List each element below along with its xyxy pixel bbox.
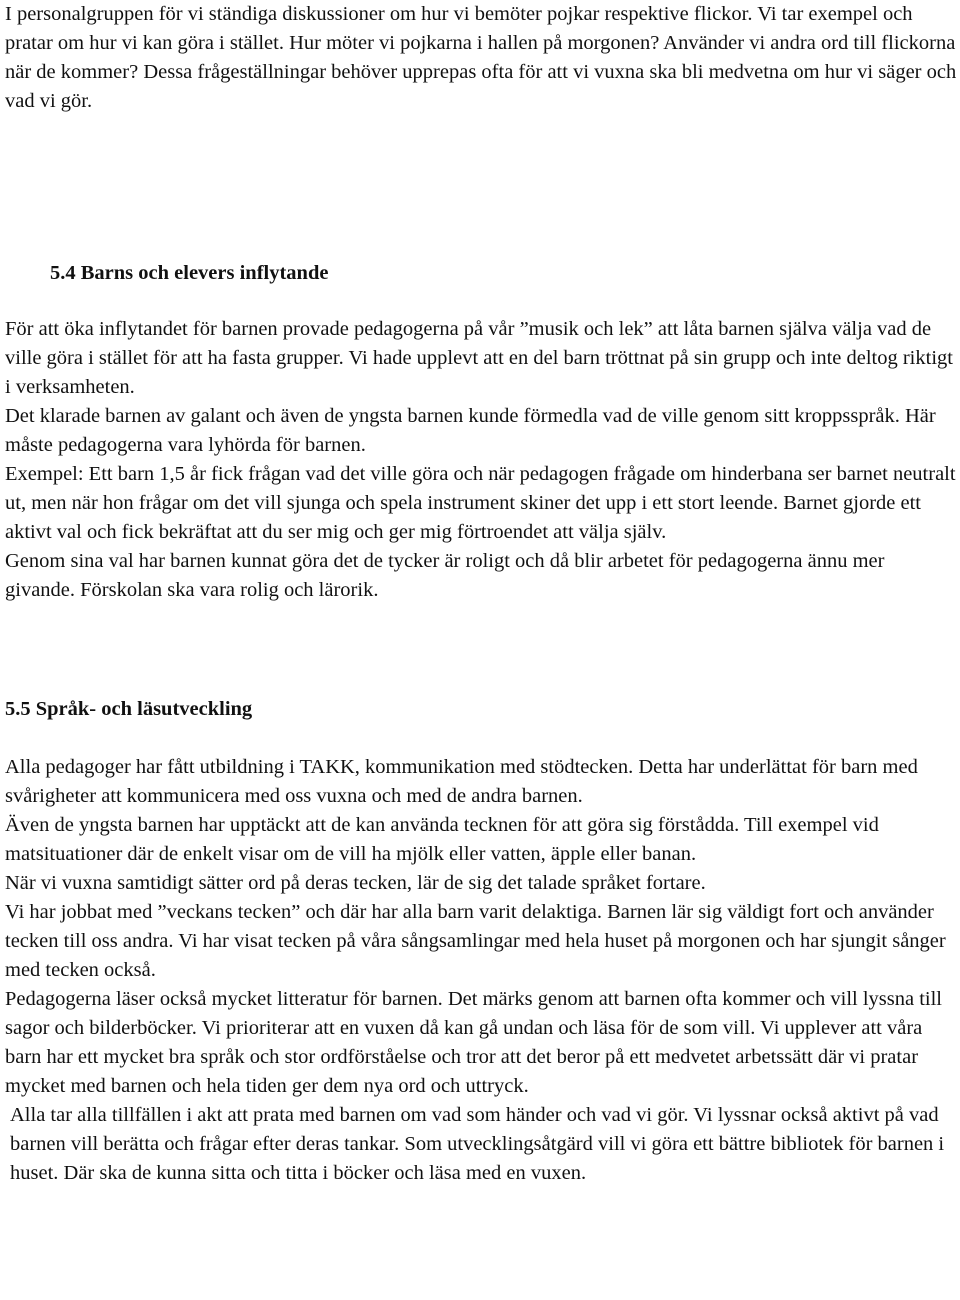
intro-paragraph: I personalgruppen för vi ständiga diskussioner om hur vi bemöter pojkar respektive flickor. Vi tar exempel och pratar om hur vi kan göra i stället. Hur möter vi pojkarna i hallen på morgonen? Använder vi andra ord till flickorna när de kommer? Dessa frågeställningar behöver upprepas ofta för att vi vuxna ska bli medvetna om hur vi säger och vad vi gör. <box>5 3 957 112</box>
paragraph: Pedagogerna läser också mycket litteratur för barnen. Det märks genom att barnen ofta kommer och vill lyssna till sagor och bilderböcker. Vi prioriterar att en vuxen då kan gå undan och läsa för de som vill. Vi upplever att våra barn har ett mycket bra språk och stor ordförståelse och tror att det beror på ett medvetet arbetssätt där vi pratar mycket med barnen och hela tiden ger dem nya ord och uttryck. <box>5 988 943 1097</box>
section-heading-5-5: 5.5 Språk- och läsutveckling <box>5 698 253 720</box>
paragraph: Det klarade barnen av galant och även de yngsta barnen kunde förmedla vad de ville genom sitt kroppsspråk. Här måste pedagogerna vara lyhörda för barnen. <box>5 405 936 456</box>
paragraph: För att öka inflytandet för barnen provade pedagogerna på vår ”musik och lek” att låta barnen själva välja vad de ville göra i stället för att ha fasta grupper. Vi hade upplevt att en del barn tröttnat på sin grupp och inte deltog riktigt i verksamheten. <box>5 318 953 398</box>
paragraph: Alla tar alla tillfällen i akt att prata med barnen om vad som händer och vad vi gör. Vi lyssnar också aktivt på vad barnen vill berätta och frågar efter deras tankar. Som utvecklingsåtgärd vill vi göra ett bättre bibliotek för barnen i huset. Där ska de kunna sitta och titta i böcker och läsa med en vuxen. <box>10 1104 945 1184</box>
paragraph: Alla pedagoger har fått utbildning i TAKK, kommunikation med stödtecken. Detta har underlättat för barn med svårigheter att kommunicera med oss vuxna och med de andra barnen. <box>5 756 918 807</box>
paragraph: Exempel: Ett barn 1,5 år fick frågan vad det ville göra och när pedagogen frågade om hinderbana ser barnet neutralt ut, men när hon frågar om det vill sjunga och spela instrument skiner det upp i ett stort leende. Barnet gjorde ett aktivt val och fick bekräftat att du ser mig och ger mig förtroendet att välja själv. <box>5 463 956 543</box>
section-5-5-body <box>5 753 957 1188</box>
paragraph: Vi har jobbat med ”veckans tecken” och där har alla barn varit delaktiga. Barnen lär sig väldigt fort och använder tecken till oss andra. Vi har visat tecken på våra sångsamlingar med hela huset på morgonen och har sjungit sånger med tecken också. <box>5 901 946 981</box>
paragraph: Genom sina val har barnen kunnat göra det de tycker är roligt och då blir arbetet för pedagogerna ännu mer givande. Förskolan ska vara rolig och lärorik. <box>5 550 885 601</box>
paragraph: Även de yngsta barnen har upptäckt att de kan använda tecknen för att göra sig förstådda. Till exempel vid matsituationer där de enkelt visar om de vill ha mjölk eller vatten, äpple eller banan. <box>5 814 879 865</box>
section-5-4-body <box>5 315 957 605</box>
paragraph: När vi vuxna samtidigt sätter ord på deras tecken, lär de sig det talade språket fortare. <box>5 872 706 894</box>
intro-section <box>5 0 957 116</box>
section-heading-5-4: 5.4 Barns och elevers inflytande <box>50 262 329 284</box>
